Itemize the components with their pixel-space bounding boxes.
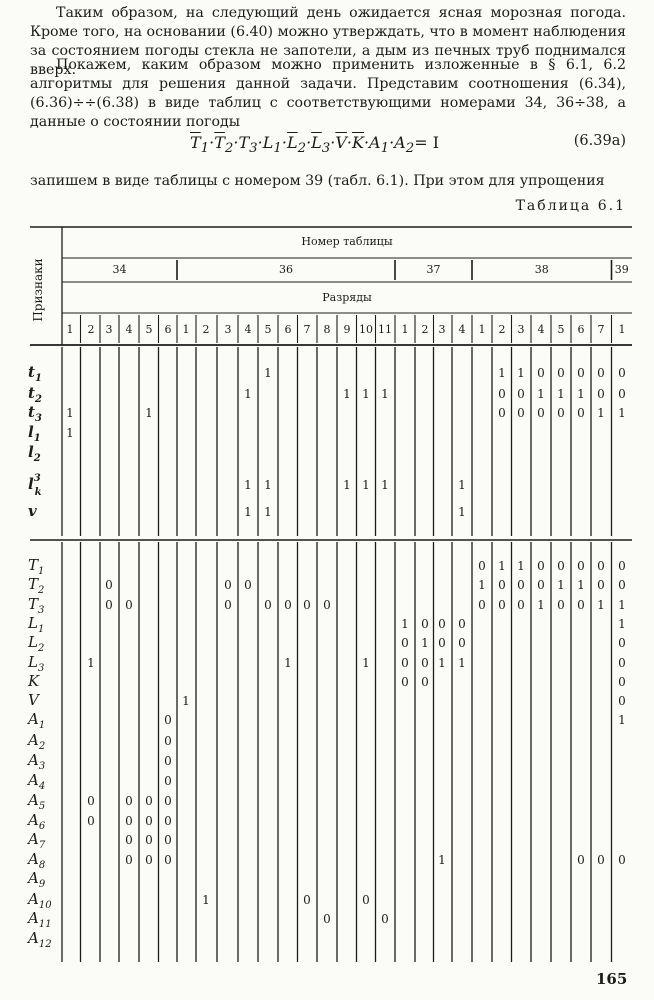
variable-row-cell: 0 [458,617,466,631]
digit-label: 1 [401,323,409,336]
feature-row-cell: 0 [577,366,585,380]
variable-row-cell: 0 [164,814,172,828]
digit-label: 10 [359,323,373,336]
variable-row-cell: 0 [458,636,466,650]
digit-label: 1 [478,323,486,336]
variable-row-cell: 1 [202,893,210,907]
variable-row-cell: 1 [421,636,429,650]
digit-label: 4 [125,323,133,336]
row-header-label: Признаки [31,258,45,322]
variable-row-cell: 0 [517,578,525,592]
table-number-34: 34 [112,263,127,276]
variable-row-cell: 0 [557,559,565,573]
variable-row-label: $A_4$ [28,771,46,792]
feature-row-cell: 0 [618,366,626,380]
variable-row-cell: 0 [401,675,409,689]
variable-row-cell: 1 [362,656,370,670]
variable-row-cell: 0 [125,598,133,612]
feature-row-cell: 1 [66,406,74,420]
variable-row-cell: 1 [498,559,506,573]
digit-label: 7 [303,323,311,336]
variable-row-cell: 0 [618,694,626,708]
variable-row-cell: 1 [618,713,626,727]
variable-row-cell: 0 [164,713,172,727]
variable-row-cell: 1 [618,617,626,631]
variable-row-label: $L_1$ [28,614,45,635]
variable-row-cell: 0 [517,598,525,612]
table-top-header: Номер таблицы [301,235,393,248]
paragraph-1: Таким образом, на следующий день ожидается ясная морозная погода. Кроме того, на основании (6.40) можно утверждать, что в момент наблюдения за состоянием погоды стекла не запотели, а дым из печных труб поднимался вверх. [30,5,626,78]
variable-row-cell: 0 [618,675,626,689]
variable-row-cell: 0 [421,656,429,670]
variable-row-cell: 0 [105,598,113,612]
feature-row-cell: 1 [618,406,626,420]
feature-row-label: $t_3$ [28,403,42,424]
variable-row-label: $A_8$ [28,850,46,871]
feature-row-cell: 1 [343,478,351,492]
feature-row-cell: 0 [498,406,506,420]
digit-label: 3 [517,323,525,336]
digit-label: 2 [87,323,95,336]
digit-label: 9 [343,323,351,336]
feature-row-cell: 0 [517,387,525,401]
variable-row-cell: 0 [145,814,153,828]
feature-row-label: $l_1$ [28,423,41,444]
feature-row-cell: 1 [362,387,370,401]
feature-row-cell: 1 [264,478,272,492]
variable-row-cell: 1 [438,656,446,670]
digit-label: 3 [224,323,232,336]
variable-row-cell: 0 [264,598,272,612]
feature-row-cell: 1 [244,505,252,519]
variable-row-cell: 0 [438,617,446,631]
variable-row-cell: 0 [618,578,626,592]
variable-row-cell: 0 [557,598,565,612]
feature-row-label: $l^3$ k [28,473,42,498]
variable-row-cell: 1 [597,598,605,612]
variable-row-label: V [28,691,39,709]
variable-row-cell: 1 [438,853,446,867]
feature-row-cell: 0 [577,406,585,420]
feature-row-cell: 0 [498,387,506,401]
feature-row-cell: 1 [66,426,74,440]
feature-row-cell: 1 [343,387,351,401]
variable-row-cell: 0 [577,853,585,867]
variable-row-cell: 0 [577,598,585,612]
variable-row-cell: 0 [145,853,153,867]
variable-row-cell: 1 [182,694,190,708]
variable-row-cell: 1 [577,578,585,592]
variable-row-cell: 0 [303,598,311,612]
digit-label: 1 [618,323,626,336]
variable-row-cell: 0 [164,853,172,867]
variable-row-cell: 0 [125,814,133,828]
variable-row-cell: 0 [421,675,429,689]
feature-row-cell: 1 [244,478,252,492]
variable-row-cell: 1 [537,598,545,612]
paragraph-2: Покажем, каким образом можно применить изложенные в § 6.1, 6.2 алгоритмы для решения данной задачи. Представим соотношения (6.34), (6.36)÷÷(6.38) в виде таблиц с соответствующими номерами 34, 36÷38, а данные о состоянии погоды [30,57,626,130]
variable-row-cell: 0 [421,617,429,631]
variable-row-cell: 0 [125,853,133,867]
feature-row-cell: 0 [557,366,565,380]
feature-row-cell: 1 [458,478,466,492]
variable-row-cell: 0 [145,833,153,847]
variable-row-cell: 0 [597,578,605,592]
feature-row-cell: 1 [498,366,506,380]
feature-row-cell: 1 [537,387,545,401]
variable-row-cell: 0 [498,578,506,592]
variable-row-cell: 0 [87,814,95,828]
feature-row-cell: 1 [597,406,605,420]
digit-label: 2 [421,323,429,336]
variable-row-cell: 0 [597,559,605,573]
feature-row-cell: 1 [362,478,370,492]
formula-rhs: = I [414,133,440,152]
variable-row-cell: 0 [478,598,486,612]
variable-row-cell: 0 [164,734,172,748]
digit-label: 2 [202,323,210,336]
variable-row-label: $A_{11}$ [28,909,52,930]
feature-row-cell: 0 [597,387,605,401]
variable-row-cell: 0 [438,636,446,650]
variable-row-cell: 0 [164,794,172,808]
digit-label: 1 [182,323,190,336]
variable-row-cell: 0 [323,598,331,612]
variable-row-cell: 0 [478,559,486,573]
variable-row-cell: 0 [224,578,232,592]
formula-expression: $\overline{T}_1\cdot\overline{T}_2\cdot T_3\cdot L_1\cdot\overline{L}_2\cdot\overline{L}_3\cdot\overline{V}\cdot\overline{K}\cdot A_1\cdot A_2= I$ [190,133,440,157]
variable-row-cell: 0 [381,912,389,926]
variable-row-label: $A_1$ [28,710,46,731]
variable-row-cell: 0 [362,893,370,907]
feature-row-cell: 1 [264,505,272,519]
variable-row-cell: 0 [597,853,605,867]
feature-row-cell: 0 [618,387,626,401]
variable-row-label: $T_2$ [28,575,45,596]
variable-row-label: $A_5$ [28,791,46,812]
variable-row-label: $A_6$ [28,811,46,832]
table-number-36: 36 [279,263,293,276]
variable-row-label: K [28,672,40,690]
variable-row-cell: 0 [87,794,95,808]
formula [0,133,654,157]
digit-label: 6 [284,323,292,336]
digit-label: 3 [105,323,113,336]
digit-label: 3 [438,323,446,336]
variable-row-cell: 0 [125,794,133,808]
feature-row-cell: 1 [577,387,585,401]
feature-row-cell: 1 [264,366,272,380]
paragraph-3: запишем в виде таблицы с номером 39 (табл. 6.1). При этом для упрощения [30,173,605,189]
feature-row-label: $l_2$ [28,443,41,464]
variable-row-cell: 0 [618,636,626,650]
feature-row-cell: 0 [537,406,545,420]
variable-row-cell: 1 [618,598,626,612]
digit-label: 11 [378,323,392,336]
variable-row-cell: 1 [557,578,565,592]
formula-number: (6.39a) [573,133,626,149]
feature-row-cell: 1 [381,387,389,401]
feature-row-label: $t_1$ [28,363,42,384]
variable-row-cell: 0 [401,656,409,670]
variable-row-label: $L_2$ [28,633,45,654]
variable-row-cell: 0 [284,598,292,612]
digit-label: 2 [498,323,506,336]
variable-row-cell: 1 [284,656,292,670]
variable-row-cell: 0 [164,774,172,788]
variable-row-cell: 0 [537,559,545,573]
feature-row-cell: 1 [244,387,252,401]
variable-row-cell: 1 [87,656,95,670]
page-number: 165 [596,970,628,988]
table-number-39: 39 [614,263,629,276]
variable-row-cell: 0 [244,578,252,592]
variable-row-cell: 0 [145,794,153,808]
digit-label: 5 [145,323,153,336]
variable-row-cell: 0 [618,853,626,867]
digit-label: 1 [66,323,74,336]
digit-label: 6 [164,323,172,336]
variable-row-cell: 0 [125,833,133,847]
digit-label: 6 [577,323,585,336]
variable-row-label: $A_9$ [28,869,46,890]
feature-row-label: $t_2$ [28,384,42,405]
variable-row-cell: 1 [517,559,525,573]
variable-row-cell: 0 [618,656,626,670]
variable-row-label: $A_7$ [28,830,46,851]
digit-label: 4 [244,323,252,336]
digit-label: 5 [264,323,272,336]
variable-row-label: $T_3$ [28,595,45,616]
feature-row-cell: 0 [597,366,605,380]
table-number-37: 37 [426,263,441,276]
feature-row-cell: 1 [381,478,389,492]
variable-row-cell: 1 [401,617,409,631]
digit-label: 8 [323,323,331,336]
variable-row-cell: 0 [164,754,172,768]
table-sub-header: Разряды [322,291,372,304]
table-caption: Таблица 6.1 [515,198,626,214]
feature-row-label: v [28,502,37,520]
variable-row-label: $A_{12}$ [28,929,52,950]
digit-label: 4 [458,323,466,336]
digit-label: 5 [557,323,565,336]
variable-row-cell: 0 [401,636,409,650]
variable-row-cell: 0 [303,893,311,907]
variable-row-cell: 0 [618,559,626,573]
feature-row-cell: 0 [517,406,525,420]
variable-row-cell: 0 [323,912,331,926]
digit-label: 4 [537,323,545,336]
variable-row-cell: 0 [537,578,545,592]
variable-row-label: $L_3$ [28,653,45,674]
feature-row-cell: 1 [517,366,525,380]
variable-row-cell: 0 [164,833,172,847]
variable-row-label: $A_2$ [28,731,46,752]
table-6-1 [0,220,654,965]
variable-row-cell: 0 [105,578,113,592]
feature-row-cell: 1 [145,406,153,420]
variable-row-label: $A_3$ [28,751,46,772]
variable-row-cell: 0 [498,598,506,612]
variable-row-cell: 1 [478,578,486,592]
variable-row-label: $A_{10}$ [28,890,52,911]
feature-row-cell: 0 [557,406,565,420]
feature-row-cell: 1 [557,387,565,401]
variable-row-cell: 0 [577,559,585,573]
table-number-38: 38 [534,263,549,276]
digit-label: 7 [597,323,605,336]
variable-row-label: $T_1$ [28,556,45,577]
feature-row-cell: 1 [458,505,466,519]
feature-row-cell: 0 [537,366,545,380]
variable-row-cell: 1 [458,656,466,670]
variable-row-cell: 0 [224,598,232,612]
